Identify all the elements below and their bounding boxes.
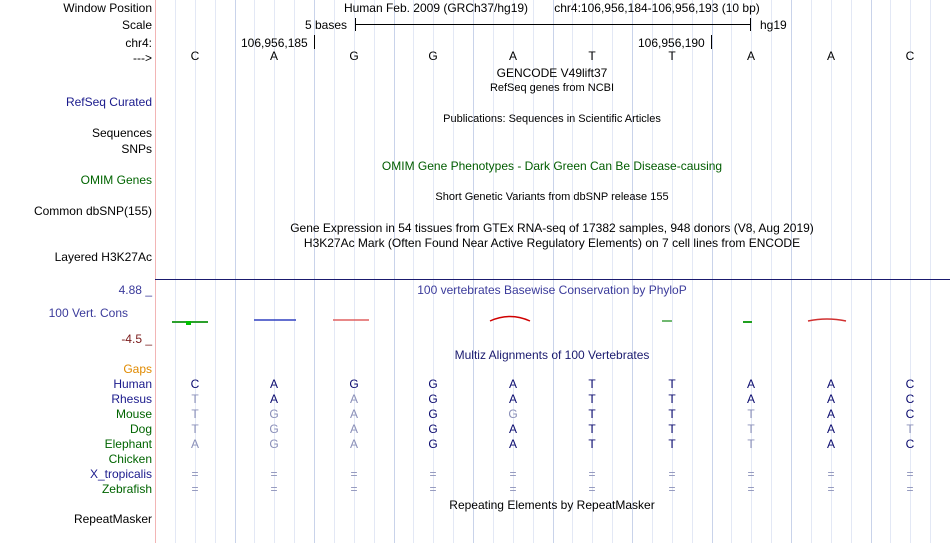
aligned-base: G <box>269 437 279 451</box>
ref-base: T <box>668 49 676 63</box>
aligned-base: = <box>668 467 676 481</box>
cons-max-label: 4.88 _ <box>118 283 152 297</box>
aligned-base: G <box>428 437 438 451</box>
aligned-base: T <box>588 437 596 451</box>
cons-bump-4 <box>490 317 530 322</box>
aligned-base: T <box>588 422 596 436</box>
aligned-base: T <box>588 392 596 406</box>
multiz-track-desc: Multiz Alignments of 100 Vertebrates <box>454 348 650 362</box>
aligned-base: = <box>827 467 835 481</box>
aligned-base: A <box>826 407 836 421</box>
aligned-base: A <box>826 392 836 406</box>
aligned-base: T <box>747 437 755 451</box>
aligned-base: A <box>826 377 836 391</box>
aligned-base: = <box>191 467 199 481</box>
aligned-base: G <box>508 407 518 421</box>
ruler-tick-left-label: 106,956,185 <box>241 36 308 50</box>
aligned-base: A <box>190 437 200 451</box>
sequences-label[interactable]: Sequences <box>91 126 152 140</box>
species-label[interactable]: Dog <box>129 422 152 436</box>
ref-base: T <box>588 49 596 63</box>
aligned-base: A <box>746 392 756 406</box>
assembly-title: Human Feb. 2009 (GRCh37/hg19) <box>343 1 529 15</box>
aligned-base: = <box>588 467 596 481</box>
chrom-label: chr4: <box>125 36 152 50</box>
snps-label[interactable]: SNPs <box>121 142 152 156</box>
aligned-base: A <box>349 392 359 406</box>
aligned-base: T <box>906 422 914 436</box>
repeat-track-desc: Repeating Elements by RepeatMasker <box>449 498 655 512</box>
aligned-base: = <box>270 482 278 496</box>
aligned-base: = <box>429 467 437 481</box>
species-label[interactable]: Rhesus <box>111 392 152 406</box>
aligned-base: = <box>906 482 914 496</box>
aligned-base: = <box>429 482 437 496</box>
aligned-base: = <box>827 482 835 496</box>
aligned-base: A <box>349 422 359 436</box>
species-label[interactable]: Mouse <box>115 407 152 421</box>
aligned-base: = <box>906 467 914 481</box>
aligned-base: G <box>269 422 279 436</box>
aligned-base: C <box>905 392 915 406</box>
aligned-base: = <box>509 467 517 481</box>
scale-label: Scale <box>121 18 152 32</box>
scale-db: hg19 <box>760 18 787 32</box>
aligned-base: A <box>508 377 518 391</box>
refseq-label[interactable]: RefSeq Curated <box>65 95 152 109</box>
aligned-base: A <box>269 377 279 391</box>
omim-track-desc: OMIM Gene Phenotypes - Dark Green Can Be Disease-causing <box>381 159 723 173</box>
aligned-base: A <box>826 437 836 451</box>
cons-min-label: -4.5 _ <box>121 332 152 346</box>
aligned-base: = <box>588 482 596 496</box>
ruler-tick-right-label: 106,956,190 <box>638 36 705 50</box>
h3k27ac-track-desc: H3K27Ac Mark (Often Found Near Active Regulatory Elements) on 7 cell lines from ENCODE <box>303 236 801 250</box>
aligned-base: T <box>747 407 755 421</box>
aligned-base: T <box>588 377 596 391</box>
aligned-base: G <box>428 377 438 391</box>
scale-text: 5 bases <box>305 18 348 32</box>
aligned-base: T <box>191 422 199 436</box>
species-label[interactable]: Chicken <box>108 452 152 466</box>
species-label[interactable]: Zebrafish <box>101 482 152 496</box>
gtex-track-desc: Gene Expression in 54 tissues from GTEx RNA-seq of 17382 samples, 948 donors (V8, Aug 2019) <box>290 221 814 235</box>
cons-bump-7 <box>808 319 846 321</box>
phylop-track-desc: 100 vertebrates Basewise Conservation by PhyloP <box>417 283 687 297</box>
aligned-base: = <box>509 482 517 496</box>
aligned-base: A <box>349 407 359 421</box>
ref-base: A <box>508 49 518 63</box>
ref-base: G <box>349 49 359 63</box>
aligned-base: = <box>668 482 676 496</box>
aligned-base: = <box>350 467 358 481</box>
omim-label[interactable]: OMIM Genes <box>80 173 152 187</box>
ref-base: A <box>746 49 756 63</box>
gencode-track-title[interactable]: GENCODE V49lift37 <box>496 66 608 80</box>
aligned-base: = <box>191 482 199 496</box>
aligned-base: A <box>746 377 756 391</box>
species-label[interactable]: Elephant <box>104 437 152 451</box>
dbsnp-track-desc: Short Genetic Variants from dbSNP release 155 <box>435 191 669 203</box>
dbsnp-label[interactable]: Common dbSNP(155) <box>33 204 152 218</box>
aligned-base: A <box>826 422 836 436</box>
aligned-base: T <box>588 407 596 421</box>
species-label[interactable]: X_tropicalis <box>89 467 152 481</box>
aligned-base: = <box>747 482 755 496</box>
aligned-base: = <box>747 467 755 481</box>
aligned-base: T <box>191 407 199 421</box>
ref-base: A <box>269 49 279 63</box>
aligned-base: T <box>668 392 676 406</box>
aligned-base: G <box>269 407 279 421</box>
aligned-base: A <box>508 437 518 451</box>
aligned-base: C <box>905 407 915 421</box>
aligned-base: T <box>191 392 199 406</box>
ref-base: G <box>428 49 438 63</box>
publications-track-desc: Publications: Sequences in Scientific Articles <box>443 113 661 125</box>
cons-bar-1 <box>186 321 191 325</box>
aligned-base: = <box>270 467 278 481</box>
aligned-base: T <box>668 407 676 421</box>
aligned-base: T <box>668 422 676 436</box>
aligned-base: T <box>668 377 676 391</box>
aligned-base: C <box>190 377 200 391</box>
aligned-base: G <box>428 422 438 436</box>
ref-base: C <box>190 49 200 63</box>
aligned-base: C <box>905 377 915 391</box>
aligned-base: T <box>668 437 676 451</box>
refseq-track-desc: RefSeq genes from NCBI <box>489 82 615 94</box>
aligned-base: G <box>428 392 438 406</box>
strand-label: ---> <box>133 51 152 65</box>
ref-base: C <box>905 49 915 63</box>
aligned-base: G <box>349 377 359 391</box>
aligned-base: C <box>905 437 915 451</box>
gaps-label: Gaps <box>123 362 152 376</box>
aligned-base: T <box>747 422 755 436</box>
repeatmasker-label[interactable]: RepeatMasker <box>73 512 152 526</box>
aligned-base: A <box>508 422 518 436</box>
aligned-base: G <box>428 407 438 421</box>
cons-track-label[interactable]: 100 Vert. Cons <box>48 306 128 320</box>
h3k27ac-label[interactable]: Layered H3K27Ac <box>54 250 152 264</box>
ref-base: A <box>826 49 836 63</box>
aligned-base: A <box>269 392 279 406</box>
aligned-base: A <box>349 437 359 451</box>
position-title: chr4:106,956,184-106,956,193 (10 bp) <box>554 1 760 15</box>
species-label[interactable]: Human <box>113 377 152 391</box>
aligned-base: = <box>350 482 358 496</box>
window-position-label: Window Position <box>63 1 152 15</box>
aligned-base: A <box>508 392 518 406</box>
